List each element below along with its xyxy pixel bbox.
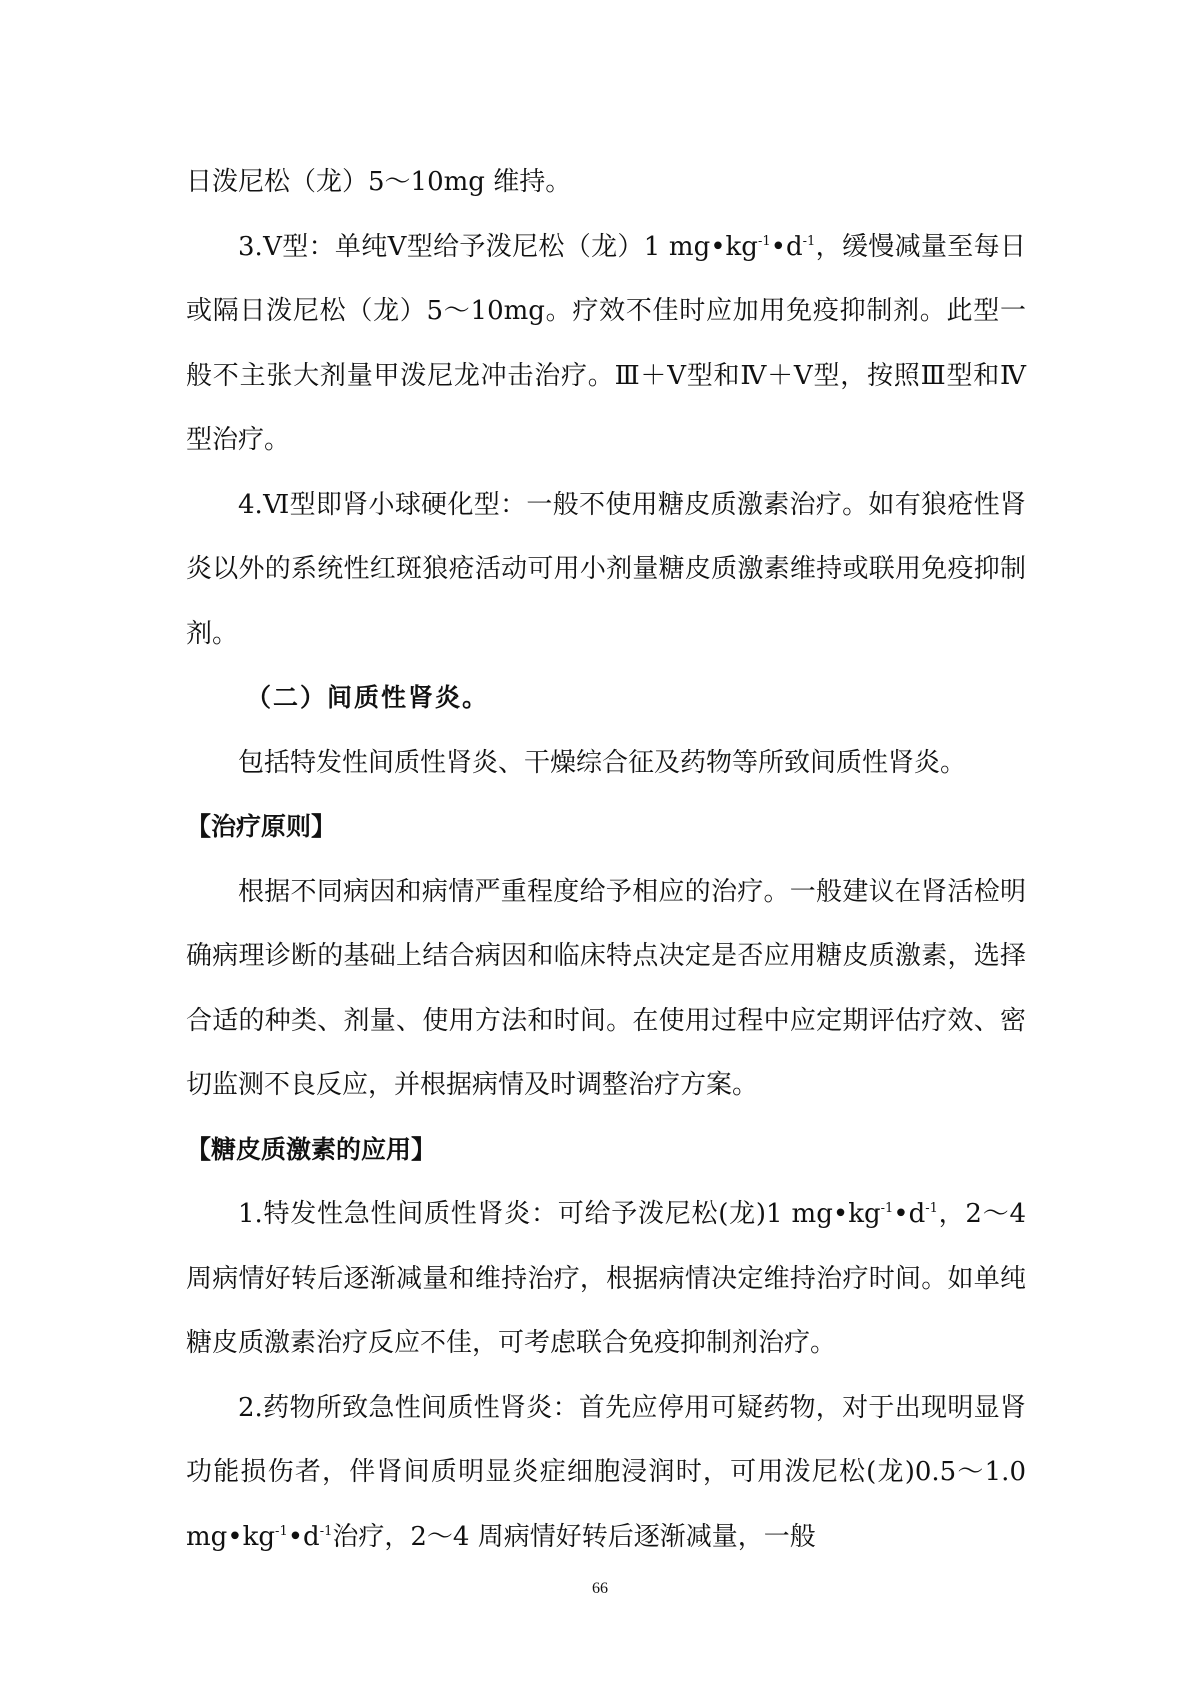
heading-treatment-principles: 【治疗原则】: [186, 812, 337, 841]
paragraph-drug-induced-ain: [186, 1376, 1026, 1570]
text-run: 1.特发性急性间质性肾炎：可给予泼尼松(龙)1 mg•kg: [238, 1199, 881, 1229]
paragraph-continuation: 日泼尼松（龙）5～10mg 维持。: [186, 167, 572, 197]
text-run: ，缓慢减量至每日或隔日泼尼松（龙）5～10mg。疗效不佳时应加用免疫抑制剂。此型一般不主张大剂量甲泼尼龙冲击治疗。Ⅲ＋Ⅴ型和Ⅳ＋Ⅴ型，按照Ⅲ型和Ⅳ型治疗。: [186, 231, 1026, 455]
paragraph-type-vi: 4.Ⅵ型即肾小球硬化型：一般不使用糖皮质激素治疗。如有狼疮性肾炎以外的系统性红斑狼疮活动可用小剂量糖皮质激素维持或联用免疫抑制剂。: [186, 489, 1026, 649]
superscript: -1: [275, 1523, 288, 1539]
superscript: -1: [802, 233, 816, 249]
text-run: •d: [770, 231, 803, 262]
text-run: •d: [893, 1199, 926, 1229]
page-body: [186, 150, 1026, 1569]
superscript: -1: [319, 1523, 333, 1539]
text-run: ，2～4 周病情好转后逐渐减量和维持治疗，根据病情决定维持治疗时间。如单纯糖皮质激素治疗反应不佳，可考虑联合免疫抑制剂治疗。: [186, 1199, 1026, 1358]
superscript: -1: [925, 1201, 938, 1216]
section-heading-interstitial-nephritis: （二）间质性肾炎。: [246, 683, 490, 712]
paragraph-interstitial-intro: 包括特发性间质性肾炎、干燥综合征及药物等所致间质性肾炎。: [238, 747, 967, 778]
heading-glucocorticoid-use: 【糖皮质激素的应用】: [186, 1134, 437, 1164]
superscript: -1: [757, 233, 771, 249]
text-run: 治疗，2～4 周病情好转后逐渐减量，一般: [332, 1521, 816, 1552]
paragraph-treatment-principles: 根据不同病因和病情严重程度给予相应的治疗。一般建议在肾活检明确病理诊断的基础上结合病因和临床特点决定是否应用糖皮质激素，选择合适的种类、剂量、使用方法和时间。在使用过程中应定期评估疗效、密切监测不良反应，并根据病情及时调整治疗方案。: [186, 876, 1026, 1100]
text-run: 2.药物所致急性间质性肾炎：首先应停用可疑药物，对于出现明显肾功能损伤者，伴肾间质明显炎症细胞浸润时，可用泼尼松(龙)0.5～1.0 mg•kg: [186, 1392, 1026, 1552]
text-run: •d: [287, 1521, 320, 1552]
superscript: -1: [880, 1201, 894, 1216]
text-run: 3.Ⅴ型：单纯Ⅴ型给予泼尼松（龙）1 mg•kg: [238, 231, 758, 262]
page-number: 66: [592, 1580, 608, 1597]
paragraph-type-v: [186, 215, 1026, 473]
paragraph-idiopathic-ain: [186, 1182, 1026, 1376]
